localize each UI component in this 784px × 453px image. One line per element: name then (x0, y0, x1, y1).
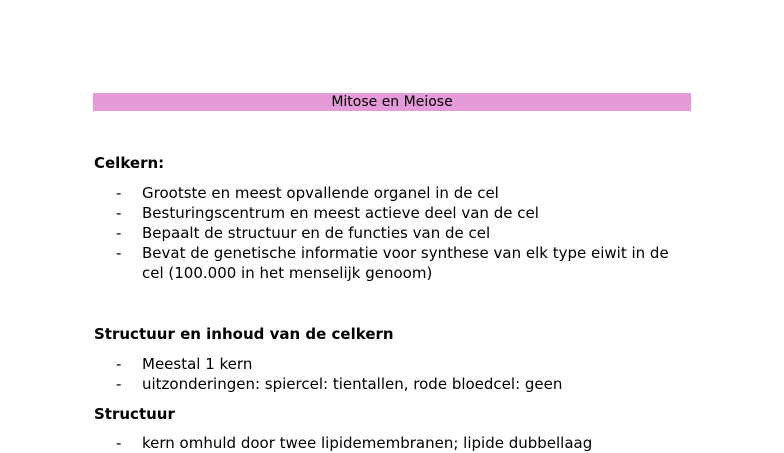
list-item (94, 433, 694, 453)
document-title: Mitose en Meiose (93, 93, 691, 111)
list-item-text: Meestal 1 kern (142, 355, 253, 373)
list-item-text: uitzonderingen: spiercel: tientallen, rode bloedcel: geen (142, 375, 563, 393)
list-item (94, 374, 694, 394)
section-heading-celkern: Celkern: (94, 154, 165, 172)
structuur-list (94, 433, 694, 453)
list-item-text: Bevat de genetische informatie voor synthese van elk type eiwit in de cel (100.000 in het menselijk genoom) (142, 244, 669, 282)
dash-bullet-icon: - (116, 184, 122, 202)
structuur-inhoud-list (94, 354, 694, 394)
list-item-text: Grootste en meest opvallende organel in de cel (142, 184, 499, 202)
list-item (94, 354, 694, 374)
dash-bullet-icon: - (116, 355, 122, 373)
list-item-text: Bepaalt de structuur en de functies van de cel (142, 224, 491, 242)
list-item-text: Besturingscentrum en meest actieve deel van de cel (142, 204, 539, 222)
dash-bullet-icon: - (116, 204, 122, 222)
celkern-list (94, 183, 694, 283)
dash-bullet-icon: - (116, 375, 122, 393)
dash-bullet-icon: - (116, 434, 122, 452)
list-item (94, 203, 694, 223)
dash-bullet-icon: - (116, 224, 122, 242)
list-item (94, 243, 694, 283)
dash-bullet-icon: - (116, 244, 122, 262)
list-item (94, 183, 694, 203)
list-item-text: kern omhuld door twee lipidemembranen; lipide dubbellaag (142, 434, 593, 452)
section-heading-structuur: Structuur (94, 405, 175, 423)
list-item (94, 223, 694, 243)
section-heading-structuur-inhoud: Structuur en inhoud van de celkern (94, 325, 394, 343)
